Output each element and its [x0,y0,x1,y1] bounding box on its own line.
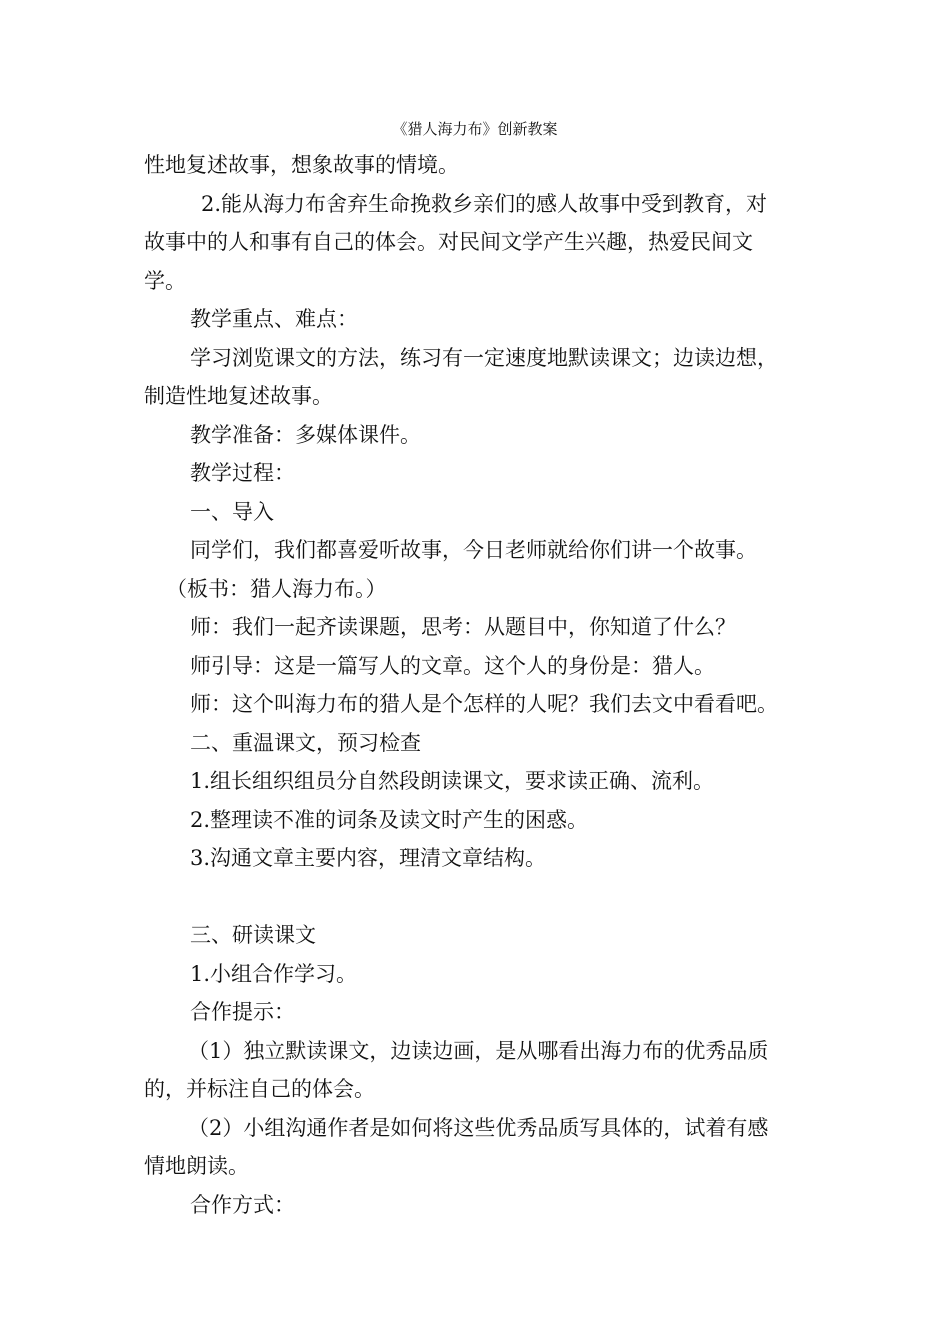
text-line: 三、研读课文 [190,923,316,947]
text-line: 2.整理读不准的词条及读文时产生的困惑。 [190,807,589,832]
text-line: 3.沟通文章主要内容，理清文章结构。 [190,846,547,870]
text-line: 1.组长组织组员分自然段朗读课文，要求读正确、流利。 [190,769,715,793]
text-line: 一、导入 [190,499,274,524]
text-line: 教学准备：多媒体课件。 [190,422,421,447]
text-line: 故事中的人和事有自己的体会。对民间文学产生兴趣，热爱民间文 [144,230,753,254]
text-line: （板书：猎人海力布。） [166,576,387,601]
text-line: 教学重点、难点： [190,307,358,331]
text-line: 情地朗读。 [144,1154,249,1178]
blank-line [144,878,808,917]
text-line: 同学们，我们都喜爱听故事，今日老师就给你们讲一个故事。 [190,538,757,562]
text-line: （1）独立默读课文，边读边画，是从哪看出海力布的优秀品质 [188,1038,769,1063]
text-line: （2）小组沟通作者是如何将这些优秀品质写具体的，试着有感 [188,1115,769,1140]
text-line: 合作提示： [190,1000,295,1024]
text-line: 制造性地复述故事。 [144,384,333,408]
text-line: 学习浏览课文的方法，练习有一定速度地默读课文；边读边想， [190,345,778,370]
text-line: 合作方式： [190,1192,295,1217]
text-line: 性地复述故事，想象故事的情境。 [144,153,459,177]
text-line: 师引导：这是一篇写人的文章。这个人的身份是：猎人。 [190,653,715,678]
text-line: 学。 [144,268,186,293]
text-line: 2.能从海力布舍弃生命挽救乡亲们的感人故事中受到教育，对 [201,191,768,216]
text-line: 教学过程： [190,461,295,485]
text-line: 的，并标注自己的体会。 [144,1077,375,1101]
text-line: 1.小组合作学习。 [190,961,358,986]
document-body [144,146,808,1224]
page-header-title: 《猎人海力布》创新教案 [392,120,558,138]
text-line: 师：我们一起齐读课题，思考：从题目中，你知道了什么？ [190,615,736,639]
text-line: 师：这个叫海力布的猎人是个怎样的人呢？我们去文中看看吧。 [190,692,778,716]
text-line: 二、重温课文，预习检查 [190,730,421,755]
